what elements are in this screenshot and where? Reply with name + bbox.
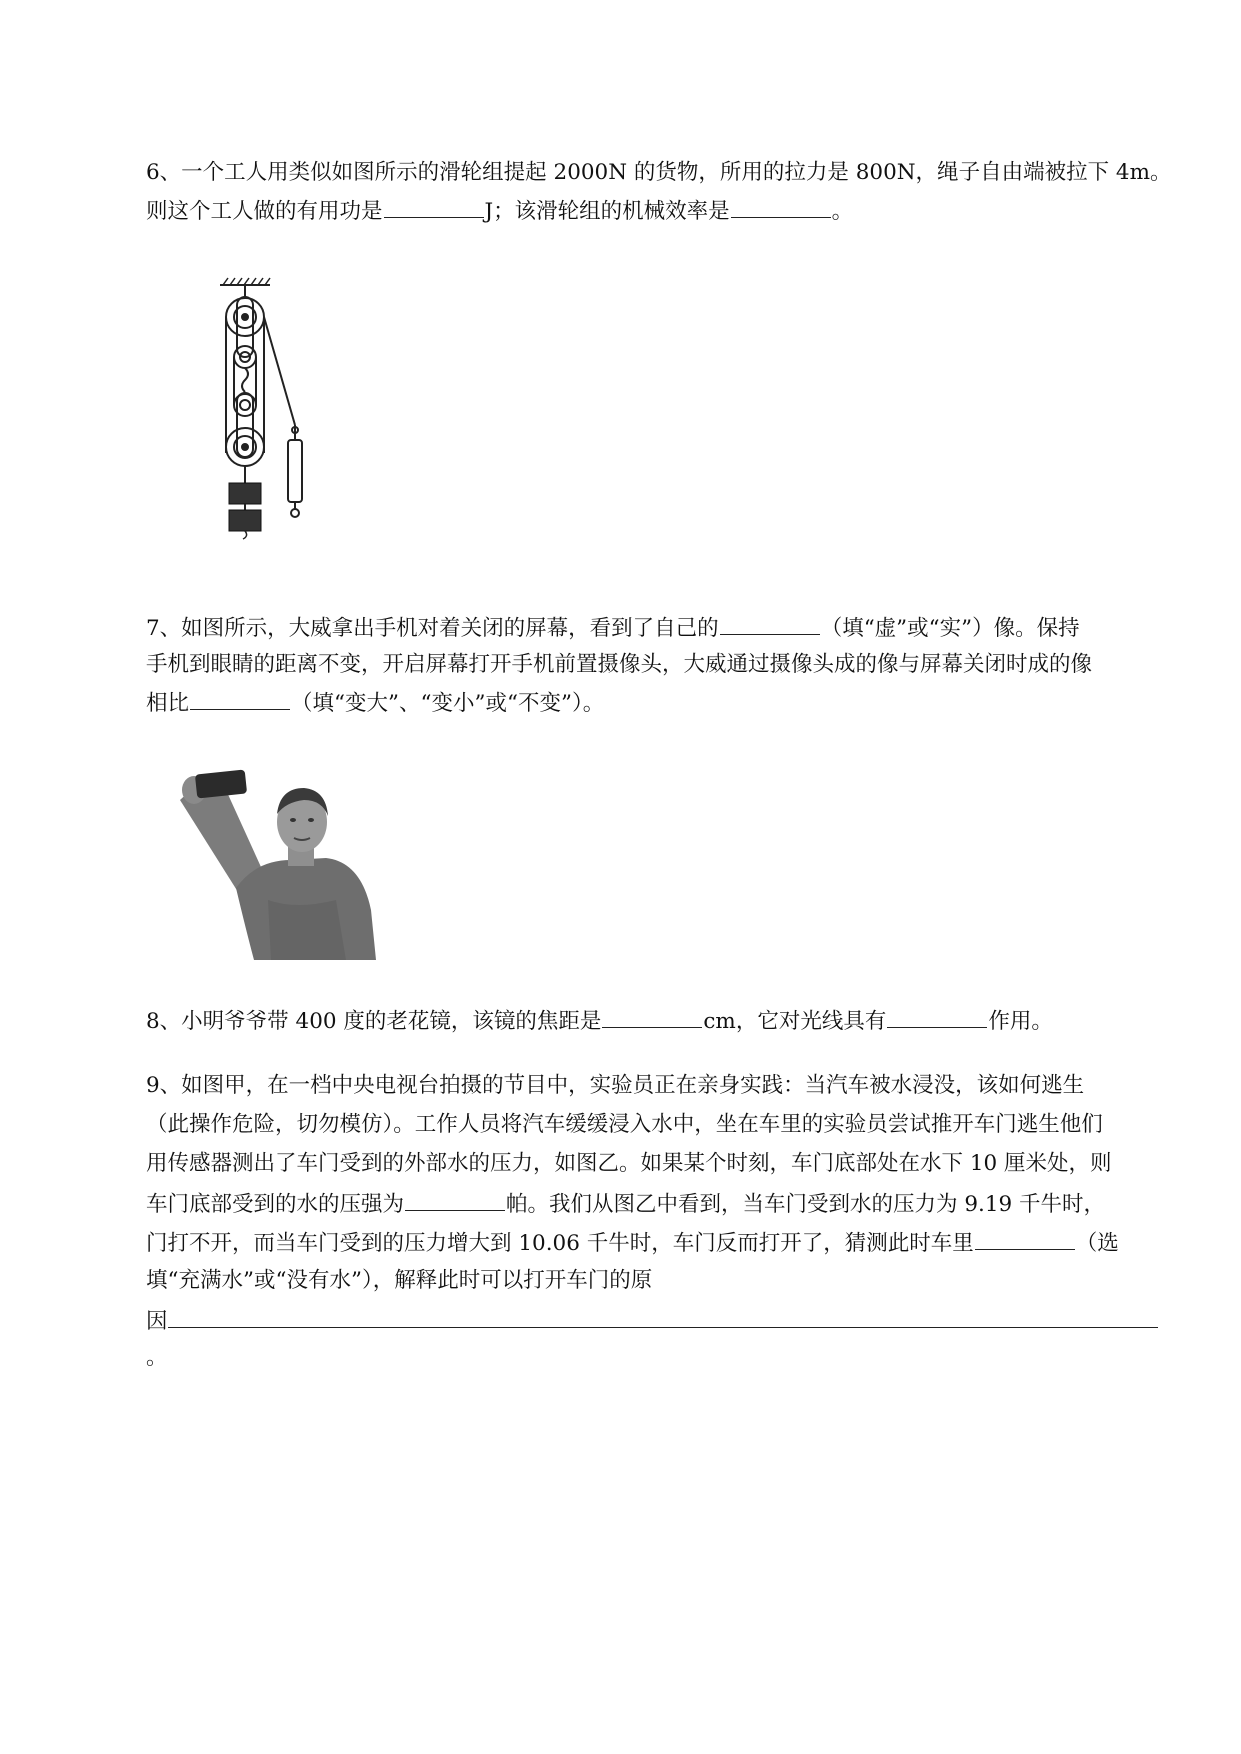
q8-text-1b: cm，它对光线具有 <box>703 1009 887 1034</box>
q7-text-1a: 7、如图所示，大威拿出手机对着关闭的屏幕，看到了自己的 <box>146 616 719 641</box>
q7-image-type-blank[interactable] <box>720 612 820 635</box>
q9-text-6: 填“充满水”或“没有水”），解释此时可以打开车门的原 <box>146 1268 653 1293</box>
selfie-photo <box>176 760 386 960</box>
q9-line-5 <box>146 1227 1119 1259</box>
q7-text-1b: （填“虚”或“实”）像。保持 <box>820 616 1080 641</box>
q9-text-5b: （选 <box>1075 1231 1119 1256</box>
q9-car-state-blank[interactable] <box>975 1227 1075 1250</box>
pulley-system-figure <box>215 275 325 545</box>
q9-line-7 <box>146 1305 1158 1337</box>
q8-text-1a: 8、小明爷爷带 400 度的老花镜，该镜的焦距是 <box>146 1009 602 1034</box>
q9-text-4a: 车门底部受到的水的压强为 <box>146 1192 405 1217</box>
q9-line-6 <box>146 1266 652 1296</box>
q9-line-4 <box>146 1188 1105 1220</box>
q8-effect-blank[interactable] <box>887 1005 987 1028</box>
q6-text-2c: 。 <box>831 199 854 224</box>
q9-text-5a: 门打不开，而当车门受到的压力增大到 10.06 千牛时，车门反而打开了，猜测此时车里 <box>146 1231 974 1256</box>
q6-useful-work-blank[interactable] <box>384 195 484 218</box>
q7-text-2: 手机到眼睛的距离不变，开启屏幕打开手机前置摄像头，大威通过摄像头成的像与屏幕关闭时成的像 <box>146 652 1093 677</box>
q9-text-1: 9、如图甲，在一档中央电视台拍摄的节目中，实验员正在亲身实践：当汽车被水浸没，该如何逃生 <box>146 1073 1085 1098</box>
q7-text-3b: （填“变大”、“变小”或“不变”）。 <box>291 691 605 716</box>
q6-efficiency-blank[interactable] <box>731 195 831 218</box>
q9-text-3: 用传感器测出了车门受到的外部水的压力，如图乙。如果某个时刻，车门底部处在水下 10 厘米处，则 <box>146 1151 1112 1176</box>
q6-text-2a: 则这个工人做的有用功是 <box>146 199 383 224</box>
q9-text-8: 。 <box>146 1345 168 1370</box>
q9-text-2: （此操作危险，切勿模仿）。工作人员将汽车缓缓浸入水中，坐在车里的实验员尝试推开车门逃生他们 <box>146 1112 1103 1137</box>
q8-line-1 <box>146 1005 1053 1037</box>
q6-line-2 <box>146 195 853 227</box>
q7-size-change-blank[interactable] <box>190 687 290 710</box>
q6-text-1: 6、一个工人用类似如图所示的滑轮组提起 2000N 的货物，所用的拉力是 800N，绳子自由端被拉下 4m。 <box>146 160 1172 185</box>
q7-line-2 <box>146 650 1092 680</box>
q9-pressure-blank[interactable] <box>405 1188 505 1211</box>
q6-line-1 <box>146 158 1171 188</box>
q7-line-3 <box>146 687 604 719</box>
q9-reason-blank[interactable] <box>168 1305 1158 1328</box>
q9-text-4b: 帕。我们从图乙中看到，当车门受到水的压力为 9.19 千牛时， <box>506 1192 1106 1217</box>
q9-text-7: 因 <box>146 1309 168 1334</box>
q6-text-2b: J；该滑轮组的机械效率是 <box>484 199 730 224</box>
q7-text-3a: 相比 <box>146 691 190 716</box>
q9-line-1 <box>146 1071 1084 1101</box>
q8-focal-length-blank[interactable] <box>602 1005 702 1028</box>
q9-line-8 <box>146 1343 168 1373</box>
q9-line-3 <box>146 1149 1112 1179</box>
q8-text-1c: 作用。 <box>988 1009 1053 1034</box>
q7-line-1 <box>146 612 1080 644</box>
q9-line-2 <box>146 1110 1103 1140</box>
